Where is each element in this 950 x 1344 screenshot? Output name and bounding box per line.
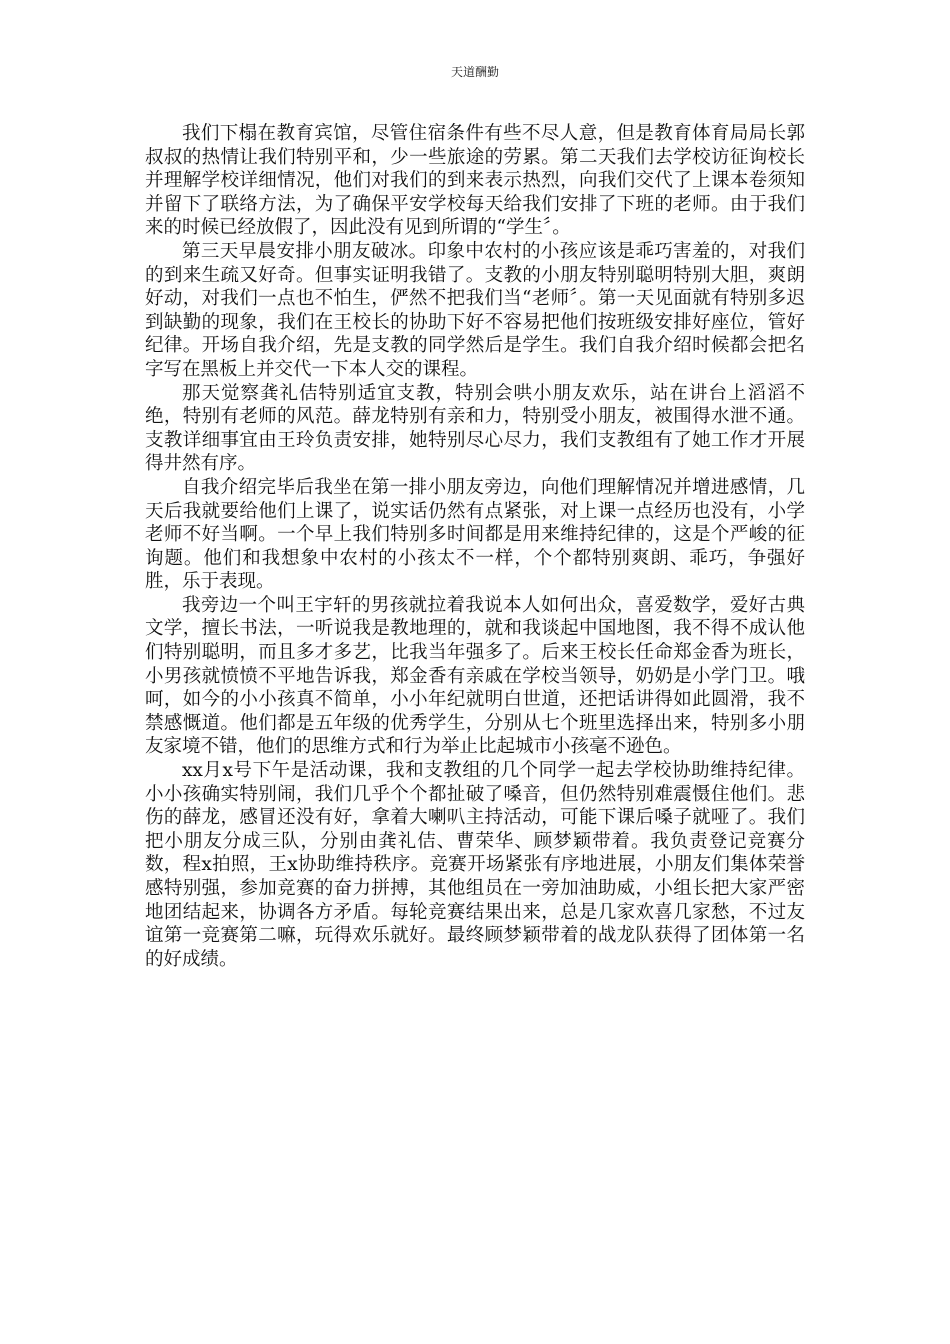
paragraph: xx月x号下午是活动课，我和支教组的几个同学一起去学校协助维持纪律。小小孩确实特别闹，我们几乎个个都扯破了嗓音，但仍然特别难震慑住他们。悲伤的薛龙，感冒还没有好，拿着大喇叭主持活动，可能下课后嗓子就哑了。我们把小朋友分成三队，分别由龚礼佶、曹荣华、顾梦颖带着。我负责登记竞赛分数，程x拍照，王x协助维持秩序。竞赛开场紧张有序地进展，小朋友们集体荣誉感特别强，参加竞赛的奋力拼搏，其他组员在一旁加油助威，小组长把大家严密地团结起来，协调各方矛盾。每轮竞赛结果出来，总是几家欢喜几家愁，不过友谊第一竞赛第二嘛，玩得欢乐就好。最终顾梦颖带着的战龙队获得了团体第一名的好成绩。 [145,760,805,970]
paragraph: 自我介绍完毕后我坐在第一排小朋友旁边，向他们理解情况并增进感情，几天后我就要给他们上课了，说实话仍然有点紧张，对上课一点经历也没有，小学老师不好当啊。一个早上我们特别多时间都是用来维持纪律的，这是个严峻的征询题。他们和我想象中农村的小孩太不一样，个个都特别爽朗、乖巧，争强好胜，乐于表现。 [145,476,805,593]
document-body [145,122,805,971]
paragraph: 第三天早晨安排小朋友破冰。印象中农村的小孩应该是乖巧害羞的，对我们的到来生疏又好奇。但事实证明我错了。支教的小朋友特别聪明特别大胆，爽朗好动，对我们一点也不怕生，俨然不把我们当“老师〞。第一天见面就有特别多迟到缺勤的现象，我们在王校长的协助下好不容易把他们按班级安排好座位，管好纪律。开场自我介绍，先是支教的同学然后是学生。我们自我介绍时候都会把名字写在黑板上并交代一下本人交的课程。 [145,240,805,380]
paragraph: 那天觉察龚礼佶特别适宜支教，特别会哄小朋友欢乐，站在讲台上滔滔不绝，特别有老师的风范。薛龙特别有亲和力，特别受小朋友，被围得水泄不通。支教详细事宜由王玲负责安排，她特别尽心尽力，我们支教组有了她工作才开展得井然有序。 [145,382,805,475]
page-header: 天道酬勤 [450,65,499,79]
paragraph: 我旁边一个叫王宇轩的男孩就拉着我说本人如何出众，喜爱数学，爱好古典文学，擅长书法，一听说我是教地理的，就和我谈起中国地图，我不得不成认他们特别聪明，而且多才多艺，比我当年强多了。后来王校长任命郑金香为班长，小男孩就愤愤不平地告诉我，郑金香有亲戚在学校当领导，奶奶是小学门卫。哦呵，如今的小小孩真不简单，小小年纪就明白世道，还把话讲得如此圆滑，我不禁感慨道。他们都是五年级的优秀学生，分别从七个班里选择出来，特别多小朋友家境不错，他们的思维方式和行为举止比起城市小孩毫不逊色。 [145,594,805,758]
paragraph: 我们下榻在教育宾馆，尽管住宿条件有些不尽人意，但是教育体育局局长郭叔叔的热情让我们特别平和，少一些旅途的劳累。第二天我们去学校访征询校长并理解学校详细情况，他们对我们的到来表示热烈，向我们交代了上课本卷须知并留下了联络方法，为了确保平安学校每天给我们安排了下班的老师。由于我们来的时候已经放假了，因此没有见到所谓的“学生〞。 [145,123,805,239]
